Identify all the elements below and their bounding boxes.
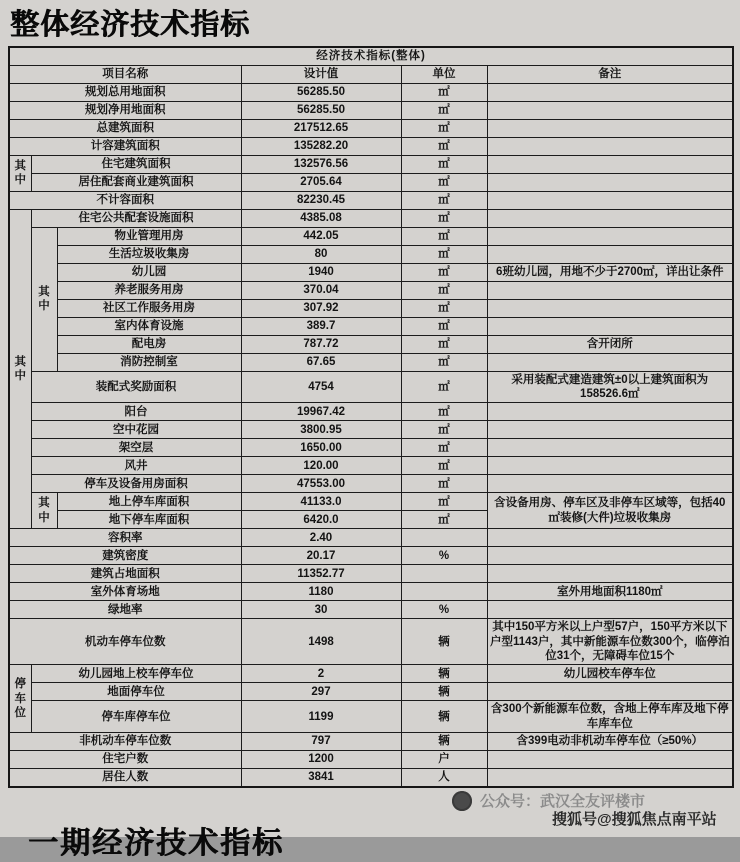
table-row [9, 371, 733, 403]
row-name: 规划总用地面积 [9, 83, 241, 101]
row-remark [487, 245, 733, 263]
row-remark: 含设备用房、停车区及非停车区域等，包括40㎡装修(大件)垃圾收集房 [487, 493, 733, 529]
row-name: 住宅建筑面积 [31, 155, 241, 173]
row-unit: ㎡ [401, 493, 487, 511]
row-value: 67.65 [241, 353, 401, 371]
table-row [9, 769, 733, 787]
row-remark [487, 601, 733, 619]
row-unit: ㎡ [401, 371, 487, 403]
table-caption-row [9, 47, 733, 65]
row-remark [487, 155, 733, 173]
table-row [9, 421, 733, 439]
row-value: 11352.77 [241, 565, 401, 583]
merge-label-qizhong: 其中 [31, 227, 57, 371]
row-remark [487, 173, 733, 191]
row-unit: ㎡ [401, 209, 487, 227]
row-name: 物业管理用房 [57, 227, 241, 245]
row-unit: 辆 [401, 665, 487, 683]
row-unit: ㎡ [401, 191, 487, 209]
row-remark [487, 403, 733, 421]
row-remark [487, 421, 733, 439]
row-remark [487, 475, 733, 493]
row-name: 居住人数 [9, 769, 241, 787]
row-name: 建筑占地面积 [9, 565, 241, 583]
row-unit [401, 583, 487, 601]
row-value: 132576.56 [241, 155, 401, 173]
table-row [9, 583, 733, 601]
row-unit: ㎡ [401, 317, 487, 335]
row-unit: ㎡ [401, 439, 487, 457]
row-name: 幼儿园地上校车停车位 [31, 665, 241, 683]
row-remark [487, 209, 733, 227]
row-name: 住宅公共配套设施面积 [31, 209, 241, 227]
row-name: 住宅户数 [9, 751, 241, 769]
row-remark [487, 769, 733, 787]
row-value: 3800.95 [241, 421, 401, 439]
row-unit: ㎡ [401, 119, 487, 137]
row-remark: 其中150平方米以上户型57户，150平方米以下户型1143户，其中新能源车位数300个，临停泊位31个，无障碍车位15个 [487, 619, 733, 665]
row-remark [487, 137, 733, 155]
row-value: 370.04 [241, 281, 401, 299]
row-remark [487, 299, 733, 317]
merge-label-parking: 停车位 [9, 665, 31, 733]
row-name: 室内体育设施 [57, 317, 241, 335]
row-name: 消防控制室 [57, 353, 241, 371]
row-name: 风井 [31, 457, 241, 475]
row-remark: 幼儿园校车停车位 [487, 665, 733, 683]
row-unit: ㎡ [401, 263, 487, 281]
row-unit: ㎡ [401, 421, 487, 439]
row-value: 297 [241, 683, 401, 701]
row-unit: 辆 [401, 619, 487, 665]
row-unit: ㎡ [401, 353, 487, 371]
row-name: 地面停车位 [31, 683, 241, 701]
table-row [9, 317, 733, 335]
row-value: 19967.42 [241, 403, 401, 421]
row-unit: ㎡ [401, 281, 487, 299]
row-remark [487, 119, 733, 137]
row-name: 居住配套商业建筑面积 [31, 173, 241, 191]
row-name: 配电房 [57, 335, 241, 353]
row-name: 计容建筑面积 [9, 137, 241, 155]
table-row [9, 457, 733, 475]
merge-label-qizhong: 其中 [9, 155, 31, 191]
row-name: 规划净用地面积 [9, 101, 241, 119]
row-name: 室外体育场地 [9, 583, 241, 601]
table-row [9, 733, 733, 751]
col-header-name: 项目名称 [9, 65, 241, 83]
table-row [9, 137, 733, 155]
table-row [9, 665, 733, 683]
row-remark: 室外用地面积1180㎡ [487, 583, 733, 601]
row-remark [487, 529, 733, 547]
row-unit: ㎡ [401, 335, 487, 353]
row-unit: 辆 [401, 701, 487, 733]
row-value: 1498 [241, 619, 401, 665]
table-header-row [9, 65, 733, 83]
row-remark: 含开闭所 [487, 335, 733, 353]
row-value: 1200 [241, 751, 401, 769]
row-value: 307.92 [241, 299, 401, 317]
row-value: 1650.00 [241, 439, 401, 457]
row-value: 56285.50 [241, 101, 401, 119]
row-remark [487, 457, 733, 475]
table-row [9, 209, 733, 227]
row-value: 4754 [241, 371, 401, 403]
row-value: 82230.45 [241, 191, 401, 209]
row-name: 空中花园 [31, 421, 241, 439]
row-remark [487, 683, 733, 701]
row-name: 地上停车库面积 [57, 493, 241, 511]
row-name: 幼儿园 [57, 263, 241, 281]
row-remark [487, 353, 733, 371]
row-remark [487, 439, 733, 457]
row-value: 389.7 [241, 317, 401, 335]
row-name: 阳台 [31, 403, 241, 421]
row-unit: ㎡ [401, 173, 487, 191]
table-row [9, 155, 733, 173]
row-unit: % [401, 547, 487, 565]
row-unit: ㎡ [401, 299, 487, 317]
economic-indicators-table [8, 46, 734, 788]
merge-label-qizhong: 其中 [31, 493, 57, 529]
row-unit: 辆 [401, 733, 487, 751]
table-row [9, 601, 733, 619]
col-header-unit: 单位 [401, 65, 487, 83]
row-value: 2.40 [241, 529, 401, 547]
table-row [9, 263, 733, 281]
row-value: 787.72 [241, 335, 401, 353]
row-name: 容积率 [9, 529, 241, 547]
row-name: 停车库停车位 [31, 701, 241, 733]
row-unit: 辆 [401, 683, 487, 701]
row-remark: 含399电动非机动车停车位（≥50%） [487, 733, 733, 751]
row-unit: ㎡ [401, 227, 487, 245]
row-remark [487, 751, 733, 769]
row-value: 217512.65 [241, 119, 401, 137]
row-value: 20.17 [241, 547, 401, 565]
row-unit: ㎡ [401, 403, 487, 421]
row-value: 30 [241, 601, 401, 619]
row-name: 总建筑面积 [9, 119, 241, 137]
row-value: 1180 [241, 583, 401, 601]
col-header-value: 设计值 [241, 65, 401, 83]
row-unit: ㎡ [401, 83, 487, 101]
table-row [9, 565, 733, 583]
row-name: 生活垃圾收集房 [57, 245, 241, 263]
table-row [9, 83, 733, 101]
table-row [9, 683, 733, 701]
wechat-account-logo-icon [452, 791, 472, 811]
table-row [9, 751, 733, 769]
table-row [9, 227, 733, 245]
row-unit: ㎡ [401, 155, 487, 173]
table-row [9, 475, 733, 493]
row-unit: 人 [401, 769, 487, 787]
row-value: 4385.08 [241, 209, 401, 227]
row-unit: ㎡ [401, 457, 487, 475]
table-row [9, 547, 733, 565]
table-row [9, 529, 733, 547]
row-unit: ㎡ [401, 475, 487, 493]
col-header-remark: 备注 [487, 65, 733, 83]
row-value: 2705.64 [241, 173, 401, 191]
row-unit: ㎡ [401, 245, 487, 263]
row-value: 797 [241, 733, 401, 751]
row-name: 架空层 [31, 439, 241, 457]
row-value: 80 [241, 245, 401, 263]
table-row [9, 245, 733, 263]
row-name: 绿地率 [9, 601, 241, 619]
next-section-title-cutoff: 一期经济技术指标 [28, 827, 284, 860]
row-name: 养老服务用房 [57, 281, 241, 299]
row-remark: 6班幼儿园，用地不少于2700㎡，详出让条件 [487, 263, 733, 281]
row-remark [487, 317, 733, 335]
table-row [9, 119, 733, 137]
row-name: 停车及设备用房面积 [31, 475, 241, 493]
row-unit: ㎡ [401, 101, 487, 119]
watermark-center-text: 公众号：武汉全友评楼市 [480, 793, 646, 810]
row-value: 120.00 [241, 457, 401, 475]
row-value: 56285.50 [241, 83, 401, 101]
watermark-bottom-right: 搜狐号@搜狐焦点南平站 [552, 811, 717, 828]
table-row [9, 619, 733, 665]
row-unit [401, 529, 487, 547]
row-name: 地下停车库面积 [57, 511, 241, 529]
row-remark [487, 191, 733, 209]
row-unit: ㎡ [401, 137, 487, 155]
row-name: 建筑密度 [9, 547, 241, 565]
row-value: 6420.0 [241, 511, 401, 529]
table-caption: 经济技术指标(整体) [9, 47, 733, 65]
row-remark: 含300个新能源车位数，含地上停车库及地下停车库车位 [487, 701, 733, 733]
row-value: 2 [241, 665, 401, 683]
row-value: 135282.20 [241, 137, 401, 155]
table-row [9, 281, 733, 299]
row-name: 机动车停车位数 [9, 619, 241, 665]
row-unit: ㎡ [401, 511, 487, 529]
row-value: 1199 [241, 701, 401, 733]
row-unit: % [401, 601, 487, 619]
table-row [9, 701, 733, 733]
table-row [9, 403, 733, 421]
row-value: 41133.0 [241, 493, 401, 511]
table-row [9, 353, 733, 371]
row-unit [401, 565, 487, 583]
row-value: 3841 [241, 769, 401, 787]
table-row [9, 101, 733, 119]
row-name: 装配式奖励面积 [31, 371, 241, 403]
merge-label-qizhong: 其中 [9, 209, 31, 529]
row-remark [487, 101, 733, 119]
row-name: 不计容面积 [9, 191, 241, 209]
page-title: 整体经济技术指标 [10, 9, 251, 41]
row-remark [487, 547, 733, 565]
row-value: 442.05 [241, 227, 401, 245]
table-row [9, 439, 733, 457]
watermark-center [452, 790, 645, 811]
row-name: 社区工作服务用房 [57, 299, 241, 317]
row-value: 47553.00 [241, 475, 401, 493]
table-row [9, 493, 733, 511]
table-row [9, 299, 733, 317]
table-row [9, 173, 733, 191]
row-remark: 采用装配式建造建筑±0以上建筑面积为158526.6㎡ [487, 371, 733, 403]
row-unit: 户 [401, 751, 487, 769]
table-row [9, 335, 733, 353]
row-name: 非机动车停车位数 [9, 733, 241, 751]
row-remark [487, 227, 733, 245]
row-remark [487, 281, 733, 299]
row-remark [487, 83, 733, 101]
table-row [9, 191, 733, 209]
row-value: 1940 [241, 263, 401, 281]
row-remark [487, 565, 733, 583]
